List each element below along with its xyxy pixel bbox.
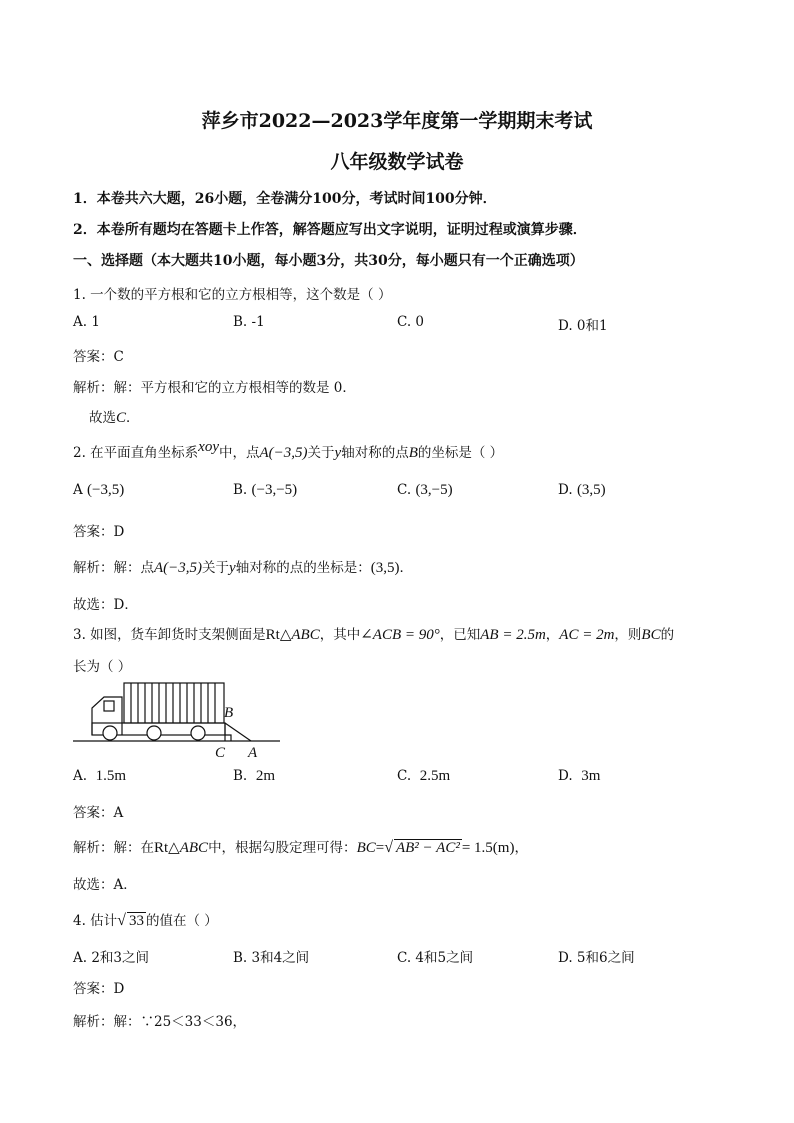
exam-subtitle: 八年级数学试卷 bbox=[330, 151, 464, 173]
q1-option-b: B. -1 bbox=[233, 314, 265, 330]
q3-analysis-eq: = bbox=[375, 840, 385, 856]
q1-conclusion-suffix: ． bbox=[126, 410, 140, 426]
q2-analysis-part: 解析：解：点 bbox=[73, 560, 154, 576]
q3-answer: 答案：A bbox=[73, 805, 124, 821]
q3-ab: AB = 2.5m bbox=[480, 627, 546, 643]
q2-analysis bbox=[73, 556, 413, 577]
q2-analysis-part: ． bbox=[399, 560, 413, 576]
cargo-box bbox=[124, 683, 224, 723]
q2-option-b bbox=[233, 482, 297, 499]
segment-ba bbox=[225, 723, 251, 741]
q2-option-c bbox=[397, 482, 453, 499]
q2-analysis-part: 轴对称的点的坐标是： bbox=[235, 560, 371, 576]
q2-option-value: (−3,5) bbox=[87, 482, 125, 498]
q3-stem-part: 3. 如图，货车卸货时支架侧面是 bbox=[73, 627, 266, 643]
q3-rt: Rt△ bbox=[265, 627, 292, 643]
q3-bc: BC bbox=[641, 627, 661, 643]
sqrt-symbol: √ bbox=[384, 839, 393, 856]
label-c: C bbox=[215, 745, 226, 761]
q4-stem-part: 的值在（ ） bbox=[145, 913, 218, 929]
q2-stem-part: 2. 在平面直角坐标系 bbox=[73, 445, 199, 461]
q3-analysis-part: 中，根据勾股定理可得： bbox=[208, 840, 357, 856]
q2-option-label: A bbox=[73, 482, 83, 498]
q3-stem-part: 的 bbox=[660, 627, 675, 643]
q2-stem-part: 中，点 bbox=[219, 445, 260, 461]
q4-analysis: 解析：解：∵25＜33＜36， bbox=[73, 1014, 247, 1030]
note-2: 2．本卷所有题均在答题卡上作答，解答题应写出文字说明，证明过程或演算步骤． bbox=[73, 222, 587, 238]
truck-window bbox=[104, 701, 114, 711]
q3-option-label: B. bbox=[233, 768, 248, 784]
q2-point-b: B bbox=[408, 445, 418, 461]
label-b: B bbox=[224, 705, 234, 721]
q4-stem bbox=[73, 909, 218, 930]
q2-analysis-point: A(−3,5) bbox=[154, 560, 203, 576]
q3-option-a bbox=[73, 768, 126, 785]
q3-analysis bbox=[73, 836, 528, 857]
q3-option-value: 1.5m bbox=[95, 768, 127, 784]
q2-conclusion: 故选：D． bbox=[73, 597, 138, 613]
q3-stem-line1 bbox=[73, 623, 674, 644]
q3-analysis-part: ， bbox=[514, 840, 528, 856]
q3-abc: ABC bbox=[291, 627, 320, 643]
q2-answer: 答案：D bbox=[73, 524, 125, 540]
q2-option-label: D. bbox=[558, 482, 573, 498]
q2-analysis-part: 关于 bbox=[202, 560, 230, 576]
q4-radicand: 33 bbox=[128, 913, 144, 929]
right-angle-mark bbox=[225, 735, 231, 741]
q1-option-c: C. 0 bbox=[397, 314, 425, 330]
q2-option-value: (−3,−5) bbox=[251, 482, 298, 498]
q3-option-label: A. bbox=[73, 768, 88, 784]
cargo-slats bbox=[131, 683, 215, 723]
q3-option-label: D. bbox=[558, 768, 573, 784]
exam-title: 萍乡市2022—2023学年度第一学期期末考试 bbox=[201, 110, 593, 132]
q1-option-d: D. 0和1 bbox=[558, 318, 608, 334]
q4-option-b: B. 3和4之间 bbox=[233, 950, 310, 966]
q1-stem: 1. 一个数的平方根和它的立方根相等，这个数是（ ） bbox=[73, 287, 392, 303]
q4-option-a: A. 2和3之间 bbox=[73, 950, 150, 966]
q3-stem-part: ，已知 bbox=[439, 627, 481, 643]
label-a: A bbox=[248, 745, 258, 761]
q3-analysis-abc: ABC bbox=[179, 840, 209, 856]
q3-stem-line2: 长为（ ） bbox=[73, 659, 132, 675]
q3-analysis-radicand: AB² − AC² bbox=[395, 840, 460, 856]
note-1: 1．本卷共六大题，26小题，全卷满分100分，考试时间100分钟． bbox=[73, 191, 497, 207]
q2-stem bbox=[73, 441, 503, 462]
q3-analysis-part: 解析：解：在 bbox=[73, 840, 154, 856]
q1-answer: 答案：C bbox=[73, 349, 124, 365]
q3-ac: AC = 2m bbox=[559, 627, 615, 643]
q3-stem-part: ， bbox=[545, 627, 560, 643]
q3-analysis-bc: BC bbox=[356, 840, 376, 856]
q2-option-value: (3,5) bbox=[576, 482, 606, 498]
q3-option-value: 2.5m bbox=[419, 768, 451, 784]
q3-option-value: 2m bbox=[255, 768, 275, 784]
wheel bbox=[147, 726, 161, 740]
q2-stem-part: 的坐标是（ ） bbox=[417, 445, 504, 461]
sqrt-symbol: √ bbox=[117, 912, 126, 929]
q2-option-d bbox=[558, 482, 606, 499]
q1-conclusion-prefix: 故选 bbox=[89, 410, 116, 426]
q3-angle: ∠ACB = 90° bbox=[360, 627, 440, 643]
q4-stem-part: 4. 估计 bbox=[73, 913, 118, 929]
q3-stem-part: ，则 bbox=[614, 627, 642, 643]
q2-stem-part: 关于 bbox=[307, 445, 335, 461]
section-heading: 一、选择题（本大题共10小题，每小题3分，共30分，每小题只有一个正确选项） bbox=[73, 253, 584, 269]
q3-option-value: 3m bbox=[581, 768, 601, 784]
q2-y-var: y bbox=[334, 445, 342, 461]
truck-figure bbox=[70, 680, 285, 762]
q4-option-d: D. 5和6之间 bbox=[558, 950, 635, 966]
q2-xoy: xoy bbox=[198, 439, 219, 455]
q4-option-c: C. 4和5之间 bbox=[397, 950, 474, 966]
q3-option-c bbox=[397, 768, 450, 785]
q2-option-label: B. bbox=[233, 482, 248, 498]
wheel bbox=[103, 726, 117, 740]
q1-conclusion bbox=[89, 406, 140, 427]
q2-option-a bbox=[73, 482, 124, 499]
q2-analysis-y: y bbox=[229, 560, 236, 576]
q1-option-a: A. 1 bbox=[73, 314, 100, 330]
q1-conclusion-var: C bbox=[116, 410, 127, 426]
q2-option-value: (3,−5) bbox=[415, 482, 453, 498]
q1-analysis: 解析：解：平方根和它的立方根相等的数是 0． bbox=[73, 380, 356, 396]
q2-point-a: A(−3,5) bbox=[259, 445, 308, 461]
wheel bbox=[191, 726, 205, 740]
q2-option-label: C. bbox=[397, 482, 412, 498]
q2-stem-part: 轴对称的点 bbox=[341, 445, 409, 461]
q3-option-label: C. bbox=[397, 768, 412, 784]
q3-analysis-rt: Rt△ bbox=[154, 840, 180, 856]
q2-analysis-result: (3,5) bbox=[370, 560, 400, 576]
q3-conclusion: 故选：A． bbox=[73, 877, 137, 893]
q3-stem-part: ，其中 bbox=[319, 627, 361, 643]
q3-option-d bbox=[558, 768, 600, 785]
q3-analysis-result: = 1.5(m) bbox=[461, 840, 515, 856]
q4-answer: 答案：D bbox=[73, 981, 125, 997]
q3-option-b bbox=[233, 768, 275, 785]
